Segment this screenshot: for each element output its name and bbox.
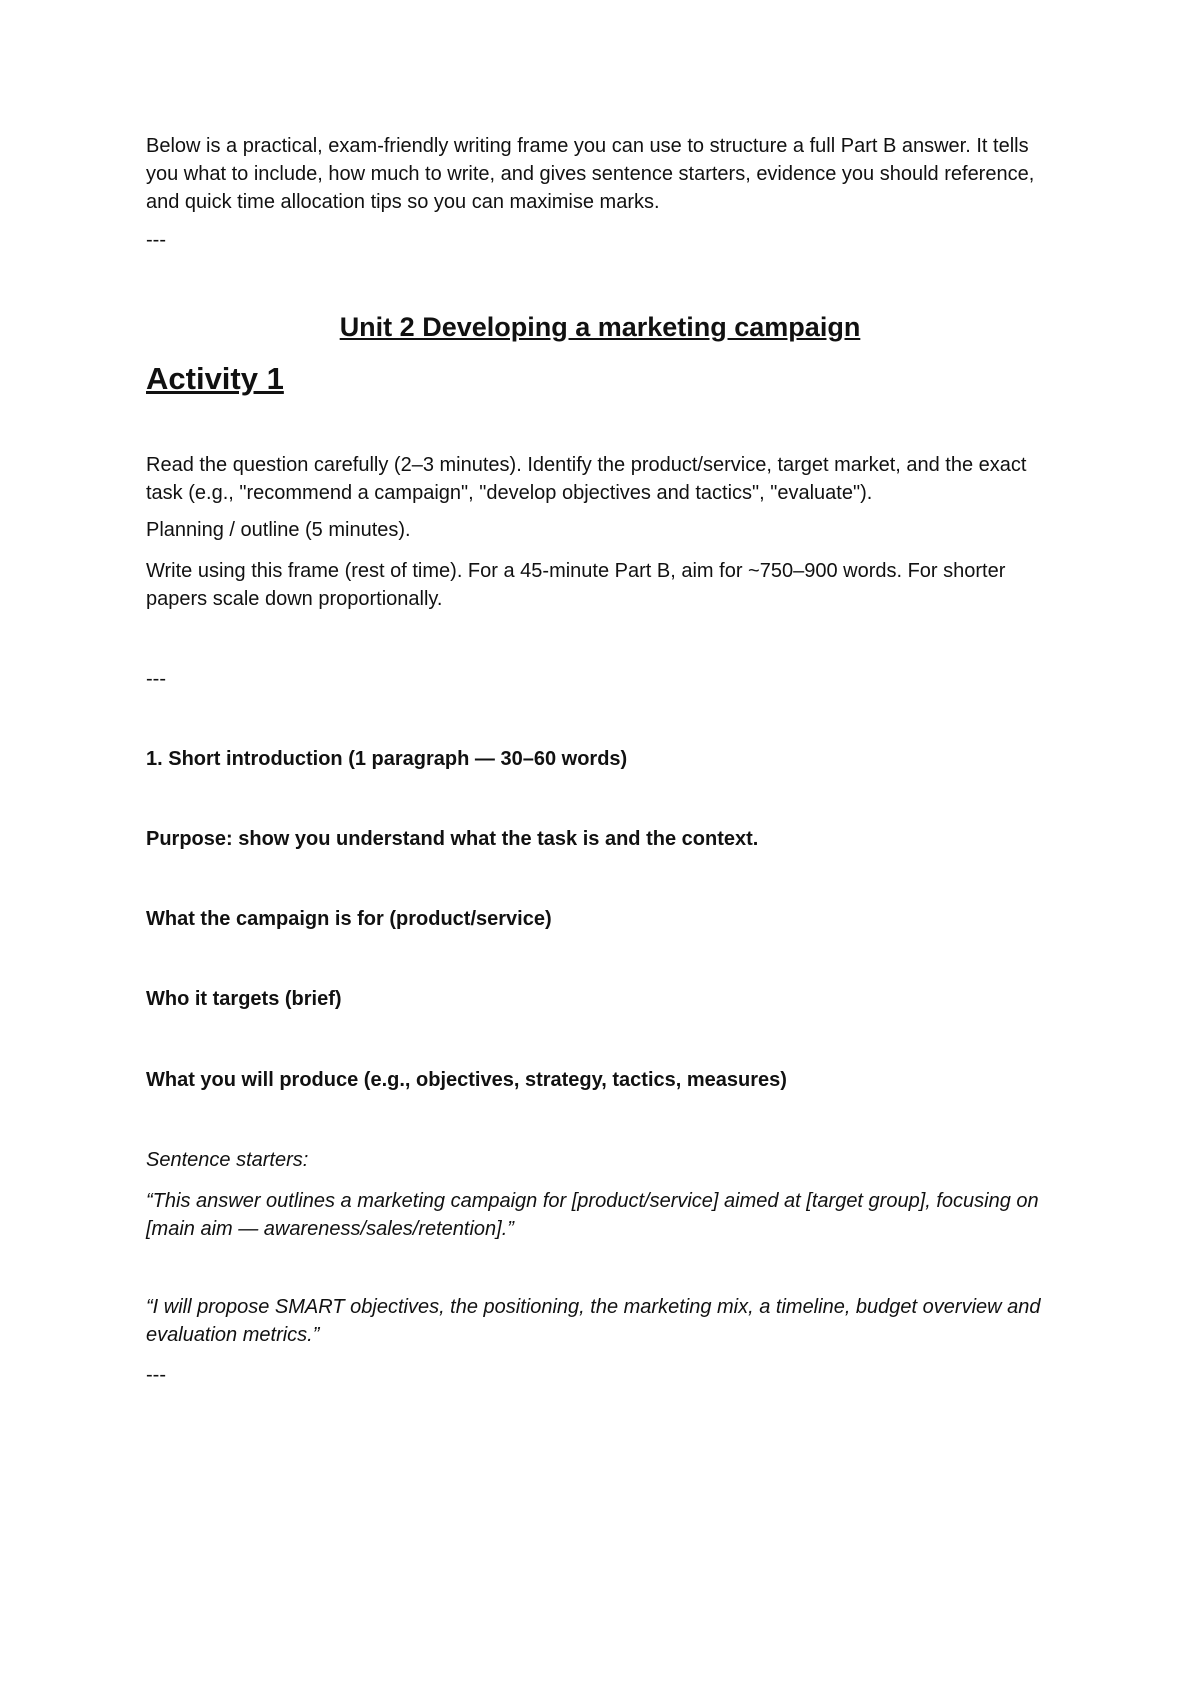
sentence-starters-label: Sentence starters: xyxy=(146,1149,309,1171)
step-read-question: Read the question carefully (2–3 minutes). Identify the product/service, target market, and the exact task (e.g., "recommend a campaign", "develop objectives and tactics", "evaluate"). xyxy=(146,454,1027,504)
unit-title: Unit 2 Developing a marketing campaign xyxy=(339,312,861,342)
intro-paragraph: Below is a practical, exam-friendly writing frame you can use to structure a full Part B answer. It tells you what to include, how much to write, and gives sentence starters, evidence you should reference, and quick time allocation tips so you can maximise marks. xyxy=(146,135,1035,213)
section-1-purpose: Purpose: show you understand what the task is and the context. xyxy=(146,828,759,850)
section-1-point-target: Who it targets (brief) xyxy=(146,988,342,1010)
divider-2: --- xyxy=(146,668,166,690)
activity-title: Activity 1 xyxy=(146,361,284,396)
step-planning: Planning / outline (5 minutes). xyxy=(146,519,411,541)
divider-1: --- xyxy=(146,229,166,251)
step-write: Write using this frame (rest of time). For a 45-minute Part B, aim for ~750–900 words. For shorter papers scale down proportionally. xyxy=(146,560,1006,610)
divider-3: --- xyxy=(146,1364,166,1386)
sentence-starter-1: “This answer outlines a marketing campaign for [product/service] aimed at [target group], focusing on [main aim — awareness/sales/retention].” xyxy=(146,1190,1039,1240)
sentence-starter-2: “I will propose SMART objectives, the positioning, the marketing mix, a timeline, budget overview and evaluation metrics.” xyxy=(146,1296,1041,1346)
section-1-point-product: What the campaign is for (product/service) xyxy=(146,908,552,930)
section-1-point-produce: What you will produce (e.g., objectives, strategy, tactics, measures) xyxy=(146,1069,787,1091)
section-1-heading: 1. Short introduction (1 paragraph — 30–60 words) xyxy=(146,748,628,770)
